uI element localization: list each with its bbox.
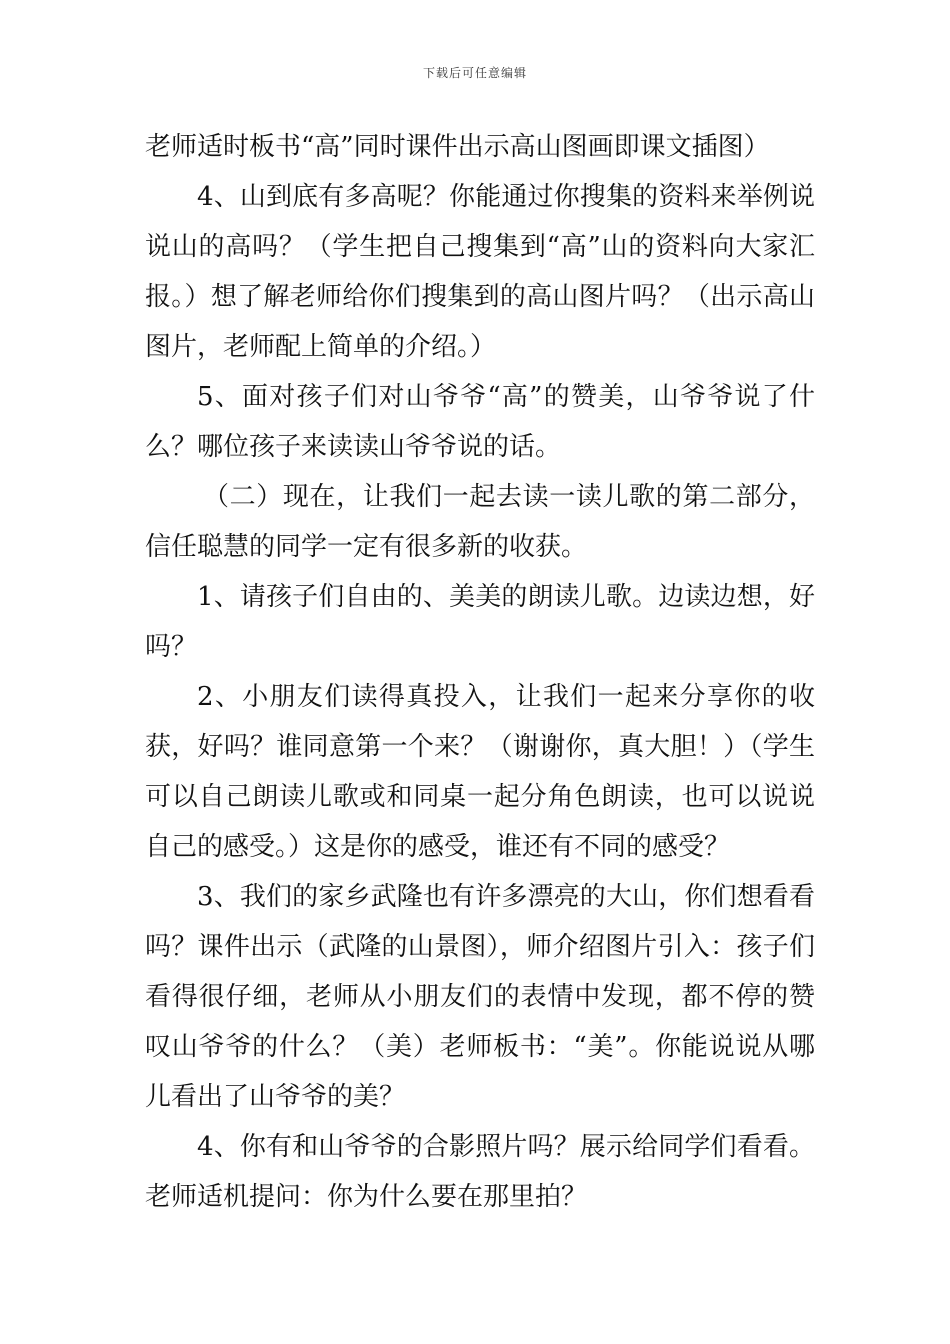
paragraph-1: 老师适时板书“高”同时课件出示高山图画即课文插图） <box>145 132 770 162</box>
paragraph-6: 2、小朋友们读得真投入，让我们一起来分享你的收获，好吗？谁同意第一个来？（谢谢你，真大胆！）（学生可以自己朗读儿歌或和同桌一起分角色朗读，也可以说说自己的感受。）这是你的感受，谁还有不同的感受？ <box>145 682 815 862</box>
paragraph-3: 5、面对孩子们对山爷爷“高”的赞美，山爷爷说了什么？哪位孩子来读读山爷爷说的话。 <box>145 382 815 462</box>
paragraph-4: （二）现在，让我们一起去读一读儿歌的第二部分，信任聪慧的同学一定有很多新的收获。 <box>145 482 815 562</box>
paragraph-7: 3、我们的家乡武隆也有许多漂亮的大山，你们想看看吗？课件出示（武隆的山景图），师介绍图片引入：孩子们看得很仔细，老师从小朋友们的表情中发现，都不停的赞叹山爷爷的什么？（美）老师板书：“美”。你能说说从哪儿看出了山爷爷的美？ <box>145 882 815 1112</box>
paragraph-5: 1、请孩子们自由的、美美的朗读儿歌。边读边想，好吗？ <box>145 582 815 662</box>
paragraph-2: 4、山到底有多高呢？你能通过你搜集的资料来举例说说山的高吗？（学生把自己搜集到“高”山的资料向大家汇报。）想了解老师给你们搜集到的高山图片吗？（出示高山图片，老师配上简单的介绍。） <box>145 182 815 362</box>
paragraph-8: 4、你有和山爷爷的合影照片吗？展示给同学们看看。老师适机提问：你为什么要在那里拍？ <box>145 1132 815 1212</box>
page-header-note: 下载后可任意编辑 <box>422 66 527 80</box>
document-body <box>145 122 815 1222</box>
